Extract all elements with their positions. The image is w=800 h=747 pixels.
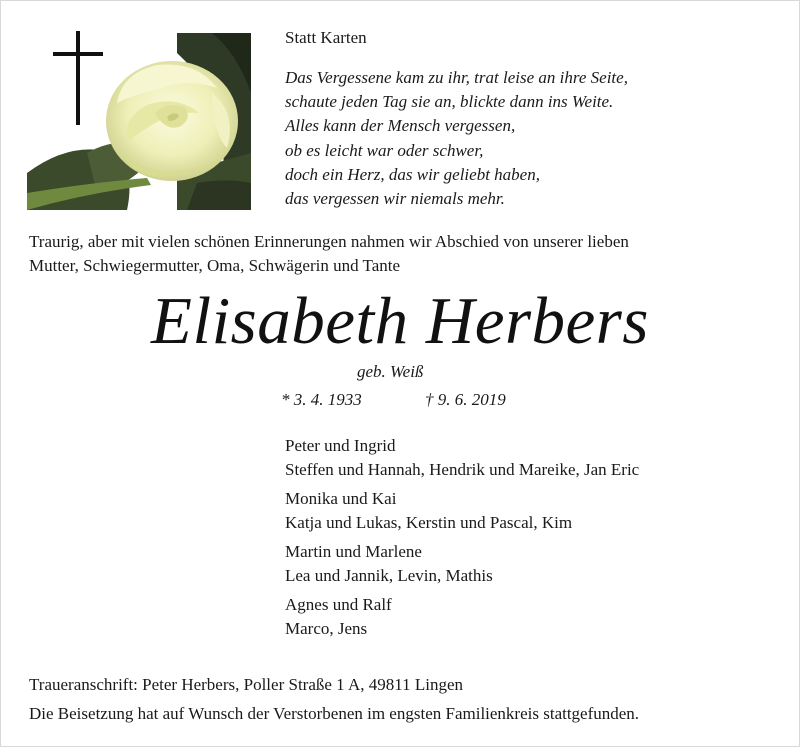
family-list [285, 434, 639, 646]
family-group [285, 434, 639, 482]
family-parents: Peter und Ingrid [285, 436, 396, 455]
family-children: Steffen und Hannah, Hendrik und Mareike, Jan Eric [285, 460, 640, 479]
family-parents: Agnes und Ralf [285, 595, 392, 614]
family-parents: Monika und Kai [285, 489, 397, 508]
birth-date: * 3. 4. 1933 [281, 390, 362, 409]
deceased-name: Elisabeth Herbers [151, 284, 649, 358]
family-children: Lea und Jannik, Levin, Mathis [285, 566, 493, 585]
family-children: Katja und Lukas, Kerstin und Pascal, Kim [285, 513, 573, 532]
family-group [285, 487, 639, 535]
intro-line: Mutter, Schwiegermutter, Oma, Schwägerin und Tante [29, 256, 401, 275]
intro-text [29, 230, 774, 278]
family-children: Marco, Jens [285, 619, 368, 638]
intro-line: Traurig, aber mit vielen schönen Erinnerungen nahmen wir Abschied von unserer lieben [29, 232, 629, 251]
poem-line: schaute jeden Tag sie an, blickte dann ins Weite. [285, 92, 614, 112]
poem-line: Das Vergessene kam zu ihr, trat leise an ihre Seite, [285, 68, 628, 87]
family-parents: Martin und Marlene [285, 542, 422, 561]
mourning-address: Traueranschrift: Peter Herbers, Poller Straße 1 A, 49811 Lingen [29, 675, 464, 694]
poem-line: das vergessen wir niemals mehr. [285, 189, 505, 209]
poem [285, 66, 628, 211]
poem-line: doch ein Herz, das wir geliebt haben, [285, 164, 540, 184]
statt-karten-header: Statt Karten [285, 28, 367, 47]
poem-line: ob es leicht war oder schwer, [285, 140, 484, 160]
burial-note: Die Beisetzung hat auf Wunsch der Verstorbenen im engsten Familienkreis stattgefunden. [29, 704, 640, 723]
maiden-name: geb. Weiß [357, 362, 424, 381]
death-date: † 9. 6. 2019 [425, 390, 506, 409]
poem-line: Alles kann der Mensch vergessen, [285, 116, 516, 136]
rose-image [27, 33, 251, 210]
family-group [285, 593, 639, 641]
family-group [285, 540, 639, 588]
